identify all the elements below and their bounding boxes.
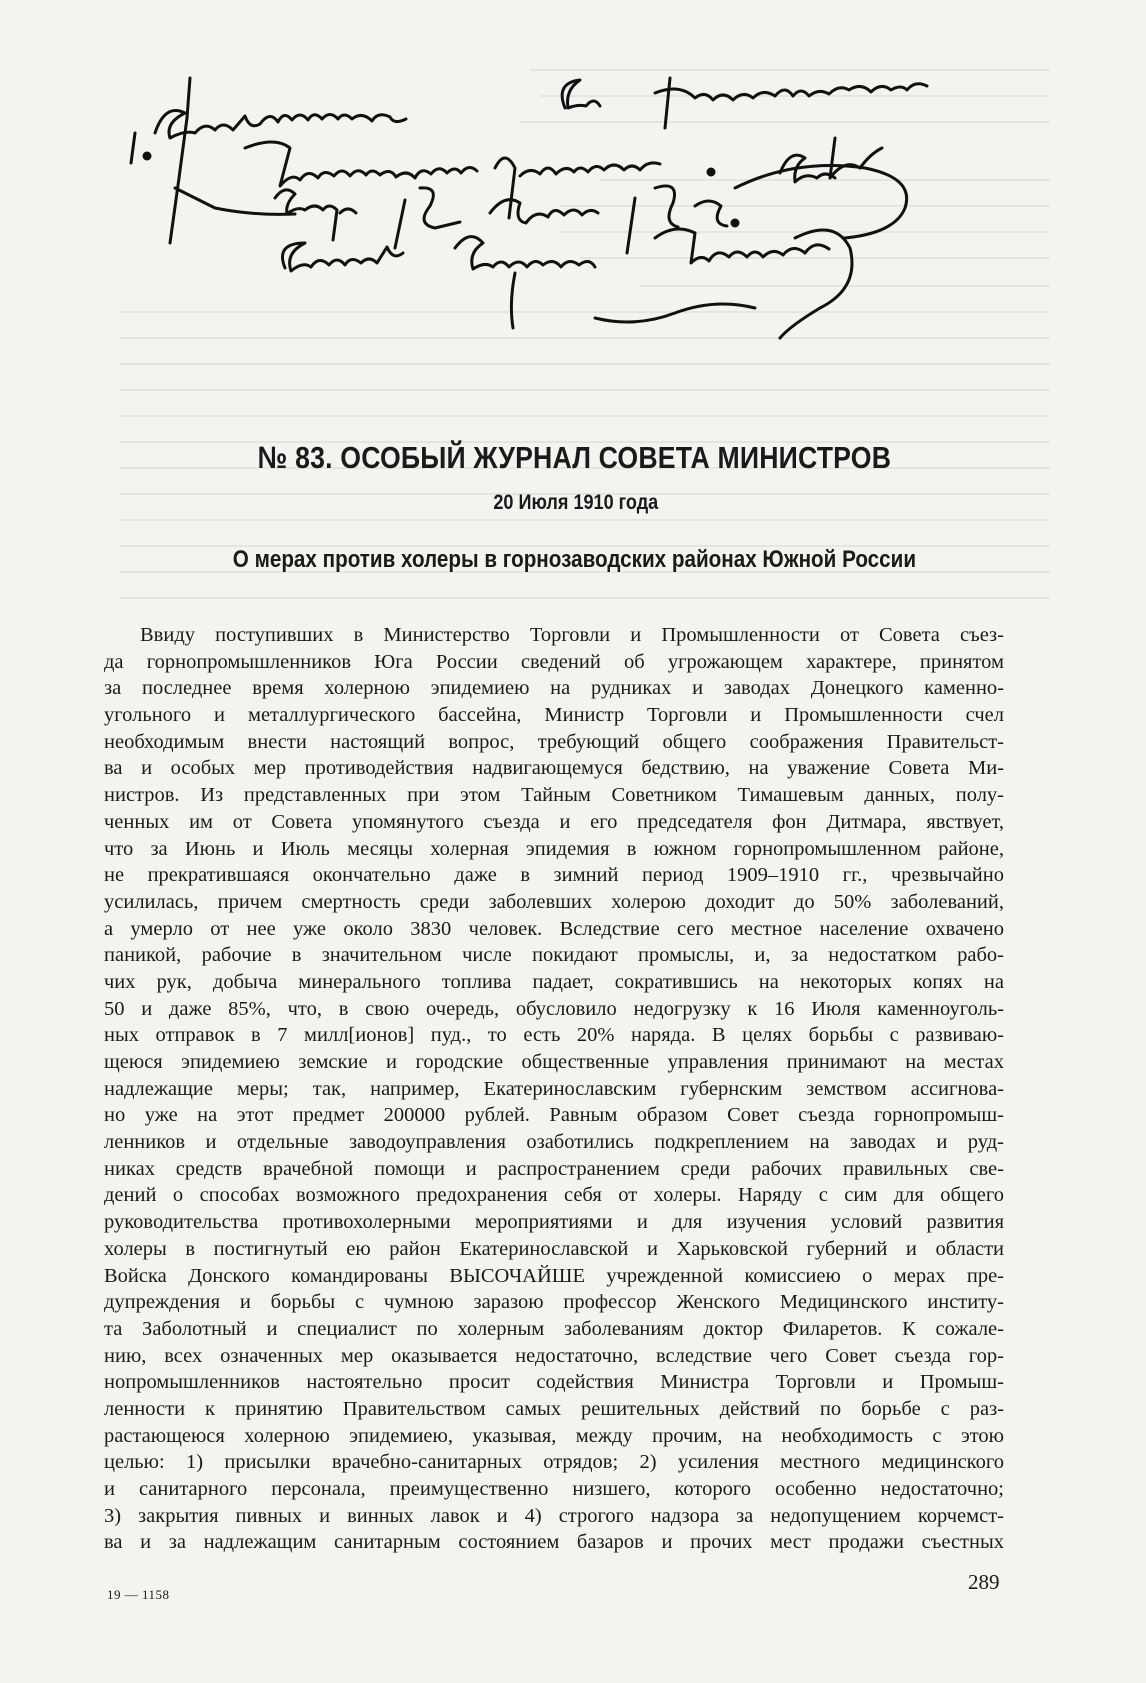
body-line: ва и за надлежащим санитарным состоянием базаров и прочих мест продажи съестных: [104, 1531, 1004, 1554]
body-line: растающеюся холерною эпидемиею, указывая, между прочим, на необходимость с этою: [104, 1424, 1004, 1447]
document-title: № 83. ОСОБЫЙ ЖУРНАЛ СОВЕТА МИНИСТРОВ: [257, 440, 892, 475]
body-line: необходимым внести настоящий вопрос, требующий общего соображения Правительст-: [104, 730, 1004, 753]
body-line: нопромышленников настоятельно просит содействия Министра Торговли и Промыш-: [104, 1371, 1004, 1394]
body-line: 50 и даже 85%, что, в свою очередь, обусловило недогрузку к 16 Июля каменноуголь-: [104, 997, 1004, 1020]
body-line: руководительства противохолерными мероприятиями и для изучения условий развития: [104, 1211, 1004, 1234]
signature-mark: 19 — 1158: [107, 1587, 170, 1602]
body-line: щеюся эпидемиею земские и городские общественные управления принимают на местах: [104, 1051, 1004, 1073]
body-line: ленников и отдельные заводоуправления озаботились подкреплением на заводах и руд-: [104, 1131, 1004, 1154]
body-line: дений о способах возможного предохранения себя от холеры. Наряду с сим для общего: [104, 1184, 1004, 1207]
document-subtitle: О мерах против холеры в горнозаводских районах Южной России: [232, 546, 917, 573]
body-line: надлежащие меры; так, например, Екатеринославским губернским земством ассигнова-: [104, 1077, 1004, 1100]
body-line: а умерло от нее уже около 3830 человек. Вследствие сего местное население охвачено: [104, 917, 1004, 940]
body-line: нию, всех означенных мер оказывается недостаточно, вследствие чего Совет съезда гор-: [104, 1344, 1004, 1367]
body-line: не прекратившаяся окончательно даже в зимний период 1909–1910 гг., чрезвычайно: [104, 864, 1004, 887]
body-line: дупреждения и борьбы с чумною заразою профессор Женского Медицинского институ-: [104, 1291, 1004, 1314]
page-number: 289: [968, 1570, 1000, 1594]
body-line: та Заболотный и специалист по холерным заболеваниям доктор Филаретов. К сожале-: [104, 1317, 1004, 1340]
body-line: никах средств врачебной помощи и распространением среди рабочих правильных све-: [104, 1157, 1004, 1180]
body-line: за последнее время холерною эпидемиею на рудниках и заводах Донецкого каменно-: [104, 677, 1004, 700]
body-line: целью: 1) присылки врачебно-санитарных отрядов; 2) усиления местного медицинского: [104, 1451, 1004, 1474]
document-date: 20 Июля 1910 года: [493, 491, 659, 514]
body-line: ленности к принятию Правительством самых решительных действий по борьбе с раз-: [104, 1397, 1004, 1420]
body-line: паникой, рабочие в значительном числе покидают промыслы, и, за недостатком рабо-: [104, 944, 1004, 967]
body-line: что за Июнь и Июль месяцы холерная эпидемия в южном горнопромышленном районе,: [104, 837, 1004, 860]
body-line: Войска Донского командированы ВЫСОЧАЙШЕ учрежденной комиссиею о мерах пре-: [104, 1264, 1004, 1287]
body-line: 3) закрытия пивных и винных лавок и 4) строгого надзора за недопущением корчемст-: [104, 1504, 1004, 1527]
handwritten-resolution: [95, 38, 935, 348]
body-line: усилилась, причем смертность среди заболевших холерою доходит до 50% заболеваний,: [104, 890, 1004, 913]
body-line: нистров. Из представленных при этом Тайным Советником Тимашевым данных, полу-: [104, 784, 1004, 807]
body-line: чих рук, добыча минерального топлива падает, сократившись на некоторых копях на: [104, 970, 1004, 993]
body-line: и санитарного персонала, преимущественно низшего, которого особенно недостаточно;: [104, 1478, 1004, 1500]
body-line: ных отправок в 7 милл[ионов] пуд., то есть 20% наряда. В целях борьбы с развиваю-: [104, 1024, 1004, 1047]
body-line: да горнопромышленников Юга России сведений об угрожающем характере, принятом: [104, 650, 1004, 673]
body-line: но уже на этот предмет 200000 рублей. Равным образом Совет съезда горнопромыш-: [104, 1104, 1004, 1127]
body-line: холеры в постигнутый ею район Екатеринославской и Харьковской губерний и области: [104, 1237, 1004, 1260]
body-text: [104, 622, 1004, 1556]
body-line: ва и особых мер противодействия надвигающемуся бедствию, на уважение Совета Ми-: [104, 757, 1004, 780]
body-line: Ввиду поступивших в Министерство Торговли и Промышленности от Совета съез-: [140, 624, 1004, 646]
body-line: угольного и металлургического бассейна, Министр Торговли и Промышленности счел: [104, 704, 1004, 727]
body-line: ченных им от Совета упомянутого съезда и его председателя фон Дитмара, явствует,: [104, 810, 1004, 833]
